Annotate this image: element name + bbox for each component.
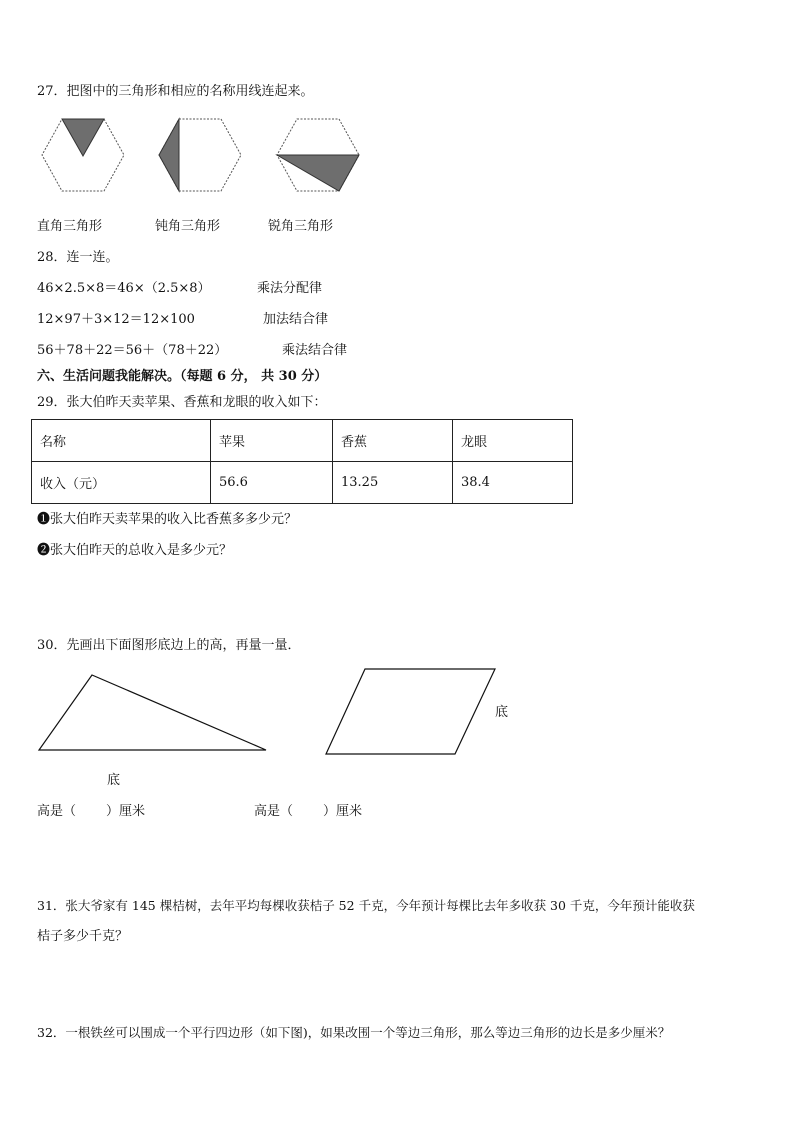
q28-expression-1: 46×2.5×8＝46×（2.5×8） xyxy=(37,281,211,296)
q28-law-3: 乘法结合律 xyxy=(282,343,348,358)
q28-expression-2: 12×97＋3×12＝12×100 xyxy=(37,312,195,327)
q31-line-1: 31．张大爷家有 145 棵桔树，去年平均每棵收获桔子 52 千克，今年预计每棵比去年多收获 30 千克，今年预计能收获 xyxy=(37,898,695,913)
q28-title: 28．连一连。 xyxy=(37,250,119,265)
q29-title: 29．张大伯昨天卖苹果、香蕉和龙眼的收入如下： xyxy=(37,395,327,410)
name-right-triangle: 直角三角形 xyxy=(37,219,103,234)
table-cell: 名称 xyxy=(32,420,211,462)
table-cell: 龙眼 xyxy=(453,420,573,462)
q29-subquestion-2: ❷张大伯昨天的总收入是多少元？ xyxy=(37,543,233,558)
height-suffix: ）厘米 xyxy=(323,804,363,819)
parallelogram-base-label: 底 xyxy=(495,705,509,720)
height-prefix: 高是（ xyxy=(254,804,294,819)
hexagon-right-triangle-figure xyxy=(40,118,126,192)
parallelogram-height-answer xyxy=(254,804,362,820)
q28-law-1: 乘法分配律 xyxy=(257,281,323,296)
name-obtuse-triangle: 钝角三角形 xyxy=(155,219,221,234)
triangle-base-label: 底 xyxy=(107,773,121,788)
q30-title: 30．先画出下面图形底边上的高，再量一量． xyxy=(37,638,301,653)
table-cell: 收入（元） xyxy=(32,462,211,504)
triangle-height-answer xyxy=(37,804,145,820)
hexagon-acute-triangle-figure xyxy=(275,118,361,192)
table-cell: 38.4 xyxy=(453,462,573,504)
table-cell: 13.25 xyxy=(333,462,453,504)
parallelogram-figure xyxy=(325,668,497,756)
table-cell: 苹果 xyxy=(211,420,333,462)
height-suffix: ）厘米 xyxy=(106,804,146,819)
section-6-heading: 六、生活问题我能解决。（每题 6 分， 共 30 分） xyxy=(37,369,328,384)
q28-law-2: 加法结合律 xyxy=(263,312,329,327)
height-prefix: 高是（ xyxy=(37,804,77,819)
hexagon-obtuse-triangle-figure xyxy=(157,118,243,192)
obtuse-triangle-figure xyxy=(38,674,268,752)
q27-title: 27．把图中的三角形和相应的名称用线连起来。 xyxy=(37,84,314,99)
q31-line-2: 桔子多少千克？ xyxy=(37,929,129,944)
table-header-row xyxy=(32,420,573,462)
name-acute-triangle: 锐角三角形 xyxy=(268,219,334,234)
income-table xyxy=(31,419,573,504)
q29-subquestion-1: ❶张大伯昨天卖苹果的收入比香蕉多多少元？ xyxy=(37,512,298,527)
q32-title: 32．一根铁丝可以围成一个平行四边形（如下图)，如果改围一个等边三角形，那么等边三角形的边长是多少厘米？ xyxy=(37,1025,671,1040)
table-row xyxy=(32,462,573,504)
q28-expression-3: 56＋78＋22＝56＋（78＋22） xyxy=(37,343,228,358)
table-cell: 56.6 xyxy=(211,462,333,504)
table-cell: 香蕉 xyxy=(333,420,453,462)
